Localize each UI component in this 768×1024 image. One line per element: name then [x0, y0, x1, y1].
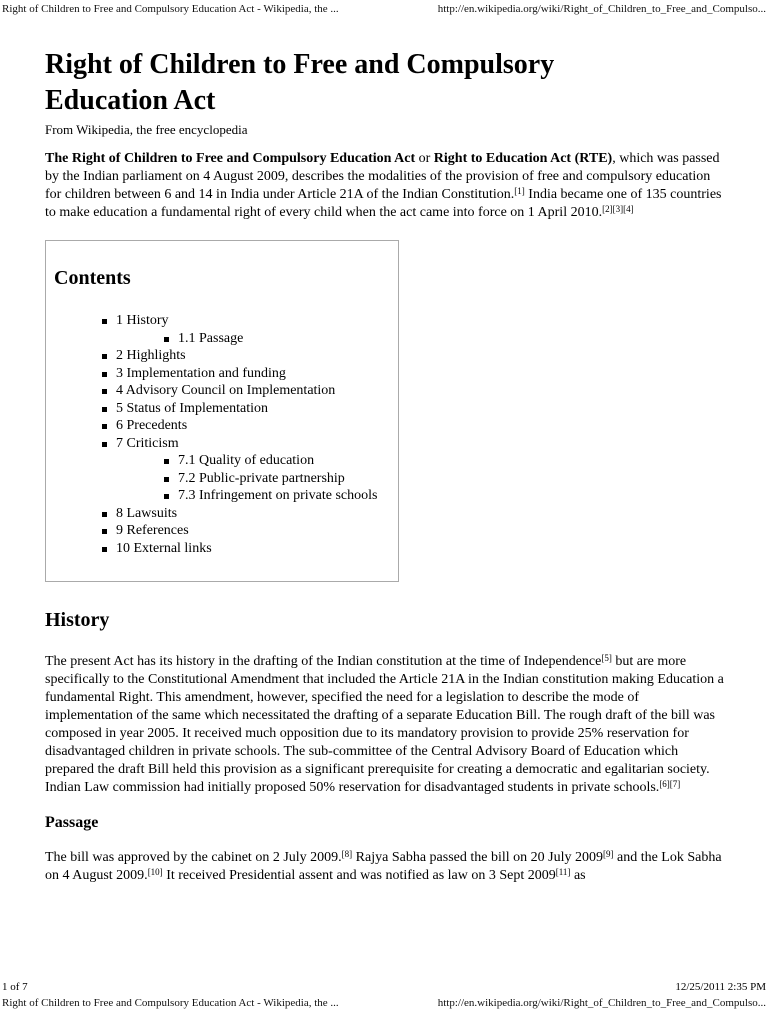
toc-item-advisory-council[interactable]: 4 Advisory Council on Implementation	[101, 382, 377, 400]
toc-list	[101, 312, 377, 557]
print-header-url[interactable]: http://en.wikipedia.org/wiki/Right_of_Children_to_Free_and_Compulso...	[437, 3, 766, 15]
toc-item-history[interactable]: 1 History	[101, 312, 377, 330]
passage-heading: Passage	[45, 814, 99, 831]
citation-link[interactable]: [10]	[147, 867, 163, 877]
page-title-line-2: Education Act	[45, 85, 216, 116]
passage-text-rajya: Rajya Sabha passed the bill on 20 July 2009	[352, 850, 603, 865]
history-heading: History	[45, 609, 110, 631]
citation-link[interactable]: [9]	[602, 849, 614, 859]
toc-item-public-private[interactable]: 7.2 Public-private partnership	[163, 470, 377, 488]
toc-item-lawsuits[interactable]: 8 Lawsuits	[101, 505, 377, 523]
citation-link[interactable]: [2][3][4]	[602, 204, 634, 214]
toc-item-references[interactable]: 9 References	[101, 522, 377, 540]
toc-item-implementation-funding[interactable]: 3 Implementation and funding	[101, 365, 377, 383]
print-footer-url[interactable]: http://en.wikipedia.org/wiki/Right_of_Children_to_Free_and_Compulso...	[437, 997, 766, 1009]
toc-item-highlights[interactable]: 2 Highlights	[101, 347, 377, 365]
print-datetime: 12/25/2011 2:35 PM	[675, 981, 766, 993]
print-header-title: Right of Children to Free and Compulsory Education Act - Wikipedia, the ...	[2, 3, 339, 15]
toc-item-quality[interactable]: 7.1 Quality of education	[163, 452, 377, 470]
history-paragraph	[45, 653, 725, 797]
toc-item-status[interactable]: 5 Status of Implementation	[101, 400, 377, 418]
page-title-line-1: Right of Children to Free and Compulsory	[45, 49, 555, 80]
passage-paragraph	[45, 849, 725, 885]
toc-item-precedents[interactable]: 6 Precedents	[101, 417, 377, 435]
page-title	[45, 47, 725, 119]
print-footer	[0, 980, 768, 994]
history-text-start: The present Act has its history in the drafting of the Indian constitution at the time of Independence	[45, 654, 602, 669]
site-subtitle: From Wikipedia, the free encyclopedia	[45, 122, 248, 137]
citation-link[interactable]: [1]	[514, 186, 525, 196]
table-of-contents	[45, 240, 399, 582]
history-text-rest: but are more specifically to the Constitutional Amendment that included the Article 21A in the Indian constitution making Education a fundamental Right. This amendment, however, specified the need for a legislation to describe the mode of implementation of the same which necessitated the drafting of a separate Education Bill. The rough draft of the bill was composed in year 2005. It received much opposition due to its mandatory provision to provide 25% reservation for disadvantaged children in private schools. The sub-committee of the Central Advisory Board of Education which prepared the draft Bill held this provision as a significant prerequisite for creating a democratic and egalitarian society. Indian Law commission had initially proposed 50% reservation for disadvantaged students in private schools.	[45, 654, 724, 795]
citation-link[interactable]: [8]	[341, 849, 353, 859]
passage-text-assent: It received Presidential assent and was notified as law on 3 Sept 2009	[162, 868, 556, 883]
print-footer-title: Right of Children to Free and Compulsory Education Act - Wikipedia, the ...	[2, 997, 339, 1009]
page-counter: 1 of 7	[2, 981, 28, 993]
citation-link[interactable]: [6][7]	[659, 779, 681, 789]
print-footer-titles	[0, 994, 768, 1012]
toc-title: Contents	[54, 267, 131, 289]
intro-text-main: , which was passed by the Indian parliament on 4 August 2009, describes the modalities of the provision of free and compulsory education for children between 6 and 14 in India under Article 21A of the Indian Constitution.	[45, 151, 720, 202]
toc-item-criticism[interactable]: 7 Criticism	[101, 435, 377, 453]
print-header	[0, 0, 768, 18]
citation-link[interactable]: [5]	[601, 653, 612, 663]
passage-text-as: as	[570, 868, 586, 883]
intro-text-or: or	[415, 151, 434, 166]
article-content	[45, 47, 725, 885]
intro-text-countries: India became one of 135 countries to make education a fundamental right of every child when the act came into force on 1 April 2010.	[45, 187, 722, 220]
citation-link[interactable]: [11]	[555, 867, 571, 877]
toc-item-infringement[interactable]: 7.3 Infringement on private schools	[163, 487, 377, 505]
passage-text-lok: and the Lok Sabha on 4 August 2009.	[45, 850, 722, 883]
intro-bold-act-name: The Right of Children to Free and Compulsory Education Act	[45, 151, 416, 166]
toc-item-passage[interactable]: 1.1 Passage	[163, 330, 377, 348]
intro-bold-rte: Right to Education Act (RTE)	[433, 151, 613, 166]
passage-text-cabinet: The bill was approved by the cabinet on 2 July 2009.	[45, 850, 342, 865]
toc-item-external-links[interactable]: 10 External links	[101, 540, 377, 558]
intro-paragraph	[45, 150, 725, 222]
